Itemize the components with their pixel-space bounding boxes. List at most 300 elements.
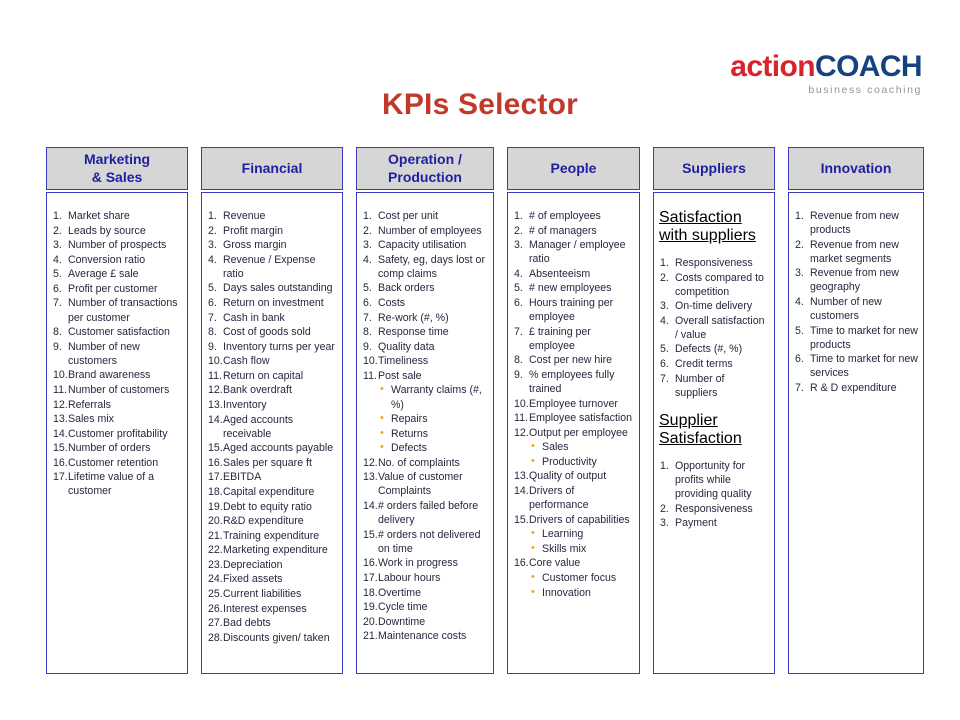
kpi-list-item[interactable] [361, 586, 488, 600]
kpi-item-label: R & D expenditure [810, 381, 897, 394]
kpi-sub-item[interactable] [512, 571, 634, 585]
kpi-item-text-wrap [378, 586, 488, 600]
kpi-item-number: 11. [363, 369, 377, 382]
kpi-list-item[interactable] [206, 253, 337, 281]
kpi-item-number: 1. [208, 210, 217, 222]
kpi-item-number: 4. [53, 253, 62, 266]
kpi-item-number: 8. [514, 354, 523, 367]
kpi-list-item[interactable] [361, 600, 488, 614]
kpi-item-number: 6. [514, 296, 523, 309]
kpi-item-label: Number of new customers [68, 340, 140, 367]
kpi-item-number: 14. [208, 413, 223, 426]
kpi-sub-item[interactable] [512, 586, 634, 600]
kpi-list-item[interactable] [793, 352, 918, 380]
kpi-item-label: Aged accounts receivable [223, 413, 294, 440]
kpi-item-text-wrap [529, 484, 634, 512]
kpi-item-text-wrap [223, 456, 337, 470]
kpi-list-item[interactable] [206, 485, 337, 499]
kpi-list-item[interactable] [512, 397, 634, 411]
kpi-list-item[interactable] [361, 209, 488, 223]
kpi-list-item[interactable] [206, 543, 337, 557]
kpi-item-text-wrap [223, 325, 337, 339]
kpi-list-item[interactable] [361, 470, 488, 498]
kpi-list-item[interactable] [51, 325, 182, 339]
kpi-item-label: Labour hours [378, 571, 441, 584]
kpi-item-text-wrap [378, 354, 488, 368]
kpi-item-text-wrap [223, 587, 337, 601]
kpi-item-number: 10. [363, 355, 378, 368]
kpi-list [206, 209, 337, 645]
column-header-financial[interactable] [201, 147, 343, 190]
kpi-list-item[interactable] [361, 499, 488, 527]
kpi-list-item[interactable] [361, 296, 488, 310]
kpi-list-item[interactable] [361, 629, 488, 643]
kpi-list-item[interactable] [51, 238, 182, 252]
kpi-sub-list [361, 383, 488, 455]
kpi-sub-item-label: Skills mix [542, 542, 587, 555]
kpi-item-number: 13. [514, 470, 529, 483]
column-header-innovation[interactable] [788, 147, 924, 190]
kpi-item-number: 4. [514, 267, 523, 280]
kpi-list-item[interactable] [793, 238, 918, 266]
kpi-item-text-wrap [810, 238, 918, 266]
kpi-list-item[interactable] [361, 281, 488, 295]
kpi-list-item[interactable] [206, 296, 337, 310]
kpi-item-label: Referrals [68, 398, 111, 411]
kpi-item-label: No. of complaints [378, 456, 460, 469]
kpi-item-label: Inventory [223, 399, 267, 412]
kpi-list-item[interactable] [658, 342, 769, 356]
kpi-list-item[interactable] [206, 602, 337, 616]
kpi-item-text-wrap [529, 209, 634, 223]
kpi-list-item[interactable] [206, 616, 337, 630]
column-body-people [507, 192, 640, 674]
kpi-sub-item[interactable] [361, 383, 488, 411]
kpi-item-number: 6. [795, 353, 804, 366]
kpi-item-number: 16. [208, 456, 223, 469]
kpi-list-item[interactable] [206, 238, 337, 252]
kpi-list-item[interactable] [512, 281, 634, 295]
kpi-list-item[interactable] [51, 441, 182, 455]
kpi-list-item[interactable] [361, 571, 488, 585]
kpi-sub-item[interactable] [512, 527, 634, 541]
kpi-list-item[interactable] [206, 369, 337, 383]
column-header-line: Marketing [83, 151, 151, 168]
bullet-icon: • [531, 454, 535, 467]
kpi-item-label: Hours training per employee [529, 296, 614, 324]
kpi-sub-item[interactable] [512, 440, 634, 454]
kpi-list-item[interactable] [206, 398, 337, 412]
kpi-list-item[interactable] [512, 209, 634, 223]
kpi-list-item[interactable] [51, 282, 182, 296]
kpi-list-item[interactable] [361, 615, 488, 629]
kpi-item-label: EBITDA [223, 471, 262, 484]
kpi-list-item[interactable] [51, 368, 182, 382]
kpi-item-number: 23. [208, 558, 223, 571]
kpi-item-text-wrap [223, 383, 337, 397]
kpi-list-item[interactable] [512, 484, 634, 512]
kpi-item-label: Capital expenditure [223, 485, 315, 498]
kpi-item-label: Customer retention [68, 456, 159, 469]
column-header-marketing-and-sales[interactable] [46, 147, 188, 190]
kpi-item-number: 20. [208, 515, 223, 528]
kpi-list-item[interactable] [658, 502, 769, 516]
kpi-item-number: 10. [208, 355, 223, 368]
column-header-text [388, 151, 462, 185]
kpi-item-label: Post sale [378, 369, 422, 382]
kpi-item-label: Quality of output [529, 470, 607, 483]
kpi-item-text-wrap [675, 271, 769, 299]
kpi-list-item[interactable] [206, 456, 337, 470]
kpi-item-number: 4. [795, 295, 804, 308]
kpi-item-label: Number of prospects [68, 239, 167, 252]
kpi-item-number: 3. [660, 517, 669, 530]
kpi-item-text-wrap [675, 372, 769, 400]
column-header-text [84, 151, 150, 185]
kpi-item-text-wrap [675, 502, 769, 516]
kpi-list-item[interactable] [206, 441, 337, 455]
kpi-item-number: 27. [208, 617, 223, 630]
column-header-suppliers[interactable] [653, 147, 775, 190]
kpi-list-item[interactable] [658, 271, 769, 299]
kpi-item-label: Manager / employee ratio [529, 239, 626, 266]
kpi-item-text-wrap [529, 368, 634, 396]
kpi-item-text-wrap [529, 469, 634, 483]
kpi-item-number: 12. [363, 456, 378, 469]
kpi-item-label: Number of suppliers [675, 372, 725, 399]
kpi-item-number: 2. [660, 502, 669, 515]
kpi-item-label: Current liabilities [223, 588, 302, 601]
kpi-item-text-wrap [378, 209, 488, 223]
kpi-item-label: Number of orders [68, 442, 151, 455]
kpi-list-item[interactable] [51, 267, 182, 281]
kpi-list-item[interactable] [361, 325, 488, 339]
kpi-item-number: 21. [208, 529, 223, 542]
kpi-item-number: 28. [208, 631, 223, 644]
kpi-item-number: 6. [53, 282, 62, 295]
kpi-list-item[interactable] [512, 267, 634, 281]
kpi-item-text-wrap [223, 558, 337, 572]
kpi-list-item[interactable] [361, 354, 488, 368]
kpi-item-number: 9. [514, 368, 523, 381]
kpi-item-number: 1. [660, 257, 669, 269]
kpi-list-item[interactable] [658, 516, 769, 530]
bullet-icon: • [531, 585, 535, 598]
kpi-list-item[interactable] [361, 456, 488, 470]
kpi-item-label: Sales mix [68, 413, 114, 426]
kpi-list-item[interactable] [206, 224, 337, 238]
kpi-item-label: Interest expenses [223, 602, 307, 615]
kpi-list-item[interactable] [206, 281, 337, 295]
kpi-item-label: Cash in bank [223, 311, 285, 324]
kpi-list-item[interactable] [206, 631, 337, 645]
kpi-item-number: 5. [363, 282, 372, 295]
kpi-item-text-wrap [68, 267, 182, 281]
kpi-list-item[interactable] [51, 427, 182, 441]
kpi-item-text-wrap [378, 615, 488, 629]
kpi-list-item[interactable] [512, 296, 634, 324]
kpi-item-number: 12. [514, 426, 529, 439]
column-body-marketing-and-sales [46, 192, 188, 674]
kpi-list-item[interactable] [206, 413, 337, 441]
kpi-sub-item[interactable] [361, 427, 488, 441]
kpi-item-label: Leads by source [68, 224, 146, 237]
kpi-list-item[interactable] [512, 368, 634, 396]
kpi-item-text-wrap [223, 543, 337, 557]
kpi-list-item[interactable] [361, 369, 488, 383]
kpi-item-text-wrap [675, 459, 769, 501]
kpi-list-item[interactable] [512, 411, 634, 425]
kpi-list-item[interactable] [51, 412, 182, 426]
kpi-item-label: Downtime [378, 615, 426, 628]
column-header-operation-production[interactable] [356, 147, 494, 190]
kpi-item-number: 24. [208, 573, 223, 586]
kpi-list-item[interactable] [206, 529, 337, 543]
kpi-item-number: 3. [363, 239, 372, 252]
kpi-item-text-wrap [378, 253, 488, 281]
kpi-list-item[interactable] [361, 224, 488, 238]
column-header-line: Operation / [388, 151, 462, 168]
kpi-list-item[interactable] [361, 253, 488, 281]
bullet-icon: • [531, 570, 535, 583]
kpi-list-item[interactable] [512, 469, 634, 483]
kpi-list-item[interactable] [512, 238, 634, 266]
kpi-list-item[interactable] [206, 558, 337, 572]
kpi-item-text-wrap [223, 485, 337, 499]
kpi-item-number: 11. [208, 369, 222, 382]
kpi-item-number: 21. [363, 630, 378, 643]
bullet-icon: • [380, 383, 384, 396]
kpi-list-item[interactable] [206, 383, 337, 397]
kpi-list-item[interactable] [206, 514, 337, 528]
kpi-columns-container [46, 147, 928, 674]
kpi-item-number: 1. [53, 210, 62, 222]
kpi-item-number: 18. [363, 586, 378, 599]
kpi-list-item[interactable] [206, 325, 337, 339]
kpi-item-number: 14. [363, 500, 378, 513]
kpi-item-label: # of managers [529, 224, 597, 237]
kpi-item-number: 10. [514, 397, 529, 410]
kpi-sub-list [512, 527, 634, 556]
kpi-sub-item-label: Learning [542, 528, 584, 541]
kpi-item-number: 3. [208, 239, 217, 252]
kpi-item-number: 20. [363, 615, 378, 628]
kpi-sub-item[interactable] [512, 542, 634, 556]
kpi-item-label: Drivers of capabilities [529, 513, 630, 526]
kpi-list-item[interactable] [51, 296, 182, 324]
kpi-item-text-wrap [378, 600, 488, 614]
logo-word-coach: COACH [815, 50, 922, 83]
kpi-item-label: Back orders [378, 282, 435, 295]
kpi-sub-list-wrapper [512, 527, 634, 556]
kpi-list-item[interactable] [206, 500, 337, 514]
logo-wordmark [730, 52, 922, 82]
bullet-icon: • [531, 541, 535, 554]
kpi-item-text-wrap [529, 281, 634, 295]
kpi-item-text-wrap [378, 281, 488, 295]
kpi-list-item[interactable] [206, 354, 337, 368]
kpi-item-label: Training expenditure [223, 529, 320, 542]
kpi-sub-item-label: Repairs [391, 413, 428, 426]
column-header-line: Production [388, 168, 462, 185]
kpi-item-label: # orders failed before delivery [378, 500, 479, 527]
kpi-item-text-wrap [68, 441, 182, 455]
kpi-column-suppliers [653, 147, 775, 674]
kpi-item-text-wrap [378, 456, 488, 470]
kpi-item-number: 1. [795, 210, 804, 222]
kpi-item-number: 1. [514, 210, 523, 222]
kpi-item-number: 7. [208, 311, 217, 324]
kpi-sub-list [512, 440, 634, 469]
kpi-item-number: 15. [363, 528, 378, 541]
kpi-item-text-wrap [223, 500, 337, 514]
kpi-list-item[interactable] [361, 340, 488, 354]
kpi-list-item[interactable] [51, 383, 182, 397]
kpi-list-item[interactable] [206, 340, 337, 354]
kpi-item-text-wrap [223, 631, 337, 645]
kpi-item-number: 5. [795, 324, 804, 337]
kpi-item-text-wrap [68, 209, 182, 223]
kpi-item-label: Revenue from new market segments [810, 238, 899, 265]
kpi-item-label: Payment [675, 517, 717, 530]
kpi-list-item[interactable] [658, 314, 769, 342]
kpi-column-marketing-and-sales [46, 147, 188, 674]
kpi-list-item[interactable] [51, 456, 182, 470]
kpi-list-item[interactable] [51, 340, 182, 368]
kpi-item-text-wrap [378, 499, 488, 527]
kpi-list-item[interactable] [793, 324, 918, 352]
kpi-item-text-wrap [529, 411, 634, 425]
page-title: KPIs Selector [381, 88, 579, 121]
kpi-list-item[interactable] [206, 470, 337, 484]
bullet-icon: • [380, 426, 384, 439]
kpi-item-label: Depreciation [223, 558, 283, 571]
kpi-list-item[interactable] [512, 325, 634, 353]
kpi-item-number: 8. [208, 326, 217, 339]
kpi-list-item[interactable] [206, 587, 337, 601]
kpi-sub-list [512, 571, 634, 600]
kpi-item-number: 2. [660, 271, 669, 284]
kpi-list-item[interactable] [206, 572, 337, 586]
kpi-item-number: 2. [53, 224, 62, 237]
kpi-list-item[interactable] [658, 256, 769, 270]
kpi-item-text-wrap [68, 253, 182, 267]
kpi-item-number: 14. [53, 427, 68, 440]
kpi-list-item[interactable] [361, 528, 488, 556]
kpi-sub-item[interactable] [361, 441, 488, 455]
kpi-list-item[interactable] [206, 311, 337, 325]
kpi-item-number: 7. [795, 381, 804, 394]
kpi-item-text-wrap [223, 296, 337, 310]
logo-word-action: action [730, 50, 815, 83]
kpi-item-text-wrap [529, 426, 634, 440]
kpi-item-number: 25. [208, 588, 223, 601]
kpi-sub-item-label: Returns [391, 427, 429, 440]
kpi-item-text-wrap [68, 238, 182, 252]
kpi-list-item[interactable] [512, 513, 634, 527]
kpi-list-item[interactable] [51, 224, 182, 238]
kpi-list-item[interactable] [51, 470, 182, 498]
column-body-suppliers [653, 192, 775, 674]
kpi-list-item[interactable] [793, 266, 918, 294]
kpi-list-item[interactable] [658, 357, 769, 371]
kpi-item-label: Employee turnover [529, 397, 618, 410]
kpi-column-innovation [788, 147, 924, 674]
kpi-item-number: 6. [363, 296, 372, 309]
kpi-list-item[interactable] [512, 353, 634, 367]
column-header-people[interactable] [507, 147, 640, 190]
kpi-item-text-wrap [223, 602, 337, 616]
kpi-item-label: Average £ sale [68, 268, 139, 281]
kpi-item-text-wrap [529, 397, 634, 411]
kpi-sub-item-label: Customer focus [542, 571, 617, 584]
column-header-line: & Sales [91, 168, 143, 185]
kpi-item-label: Output per employee [529, 426, 628, 439]
kpi-item-text-wrap [223, 253, 337, 281]
column-body-operation-production [356, 192, 494, 674]
kpi-item-number: 14. [514, 484, 529, 497]
kpi-list-item[interactable] [206, 209, 337, 223]
kpi-list-item[interactable] [793, 209, 918, 237]
kpi-list-item[interactable] [658, 299, 769, 313]
kpi-item-label: Credit terms [675, 358, 733, 371]
kpi-sub-item[interactable] [512, 455, 634, 469]
kpi-item-label: Re-work (#, %) [378, 311, 449, 324]
kpi-item-label: Bad debts [223, 617, 271, 630]
kpi-item-label: Quality data [378, 340, 435, 353]
kpi-item-number: 1. [660, 459, 669, 472]
kpi-list-item[interactable] [512, 556, 634, 570]
column-body-financial [201, 192, 343, 674]
kpi-item-label: Customer satisfaction [68, 326, 170, 339]
kpi-list [658, 256, 769, 400]
kpi-item-text-wrap [68, 368, 182, 382]
kpi-list-item[interactable] [51, 398, 182, 412]
kpi-list-item[interactable] [361, 556, 488, 570]
kpi-item-label: Customer profitability [68, 427, 168, 440]
kpi-list-item[interactable] [361, 238, 488, 252]
kpi-sub-list-wrapper [512, 571, 634, 600]
kpi-sub-item[interactable] [361, 412, 488, 426]
kpi-list-item[interactable] [658, 459, 769, 501]
kpi-item-number: 8. [53, 326, 62, 339]
kpi-list-item[interactable] [793, 295, 918, 323]
kpi-item-label: Inventory turns per year [223, 340, 335, 353]
kpi-item-label: Cash flow [223, 355, 270, 368]
kpi-item-number: 7. [514, 325, 523, 338]
kpi-list-item[interactable] [793, 381, 918, 395]
kpi-item-number: 15. [53, 442, 68, 455]
column-header-text [242, 160, 303, 177]
kpi-item-text-wrap [378, 340, 488, 354]
kpi-list-item[interactable] [512, 224, 634, 238]
kpi-item-label: Days sales outstanding [223, 282, 333, 295]
kpi-item-number: 16. [514, 557, 529, 570]
kpi-item-number: 15. [208, 442, 223, 455]
kpi-list-item[interactable] [512, 426, 634, 440]
kpi-list-item[interactable] [51, 253, 182, 267]
kpi-list-item[interactable] [361, 311, 488, 325]
kpi-item-number: 3. [795, 267, 804, 280]
kpi-item-text-wrap [529, 353, 634, 367]
kpi-item-text-wrap [68, 325, 182, 339]
kpi-item-label: Number of employees [378, 224, 482, 237]
kpi-list-item[interactable] [51, 209, 182, 223]
kpi-list-item[interactable] [658, 372, 769, 400]
kpi-item-text-wrap [675, 314, 769, 342]
kpi-item-label: Drivers of performance [529, 484, 589, 512]
kpi-item-text-wrap [529, 325, 634, 353]
